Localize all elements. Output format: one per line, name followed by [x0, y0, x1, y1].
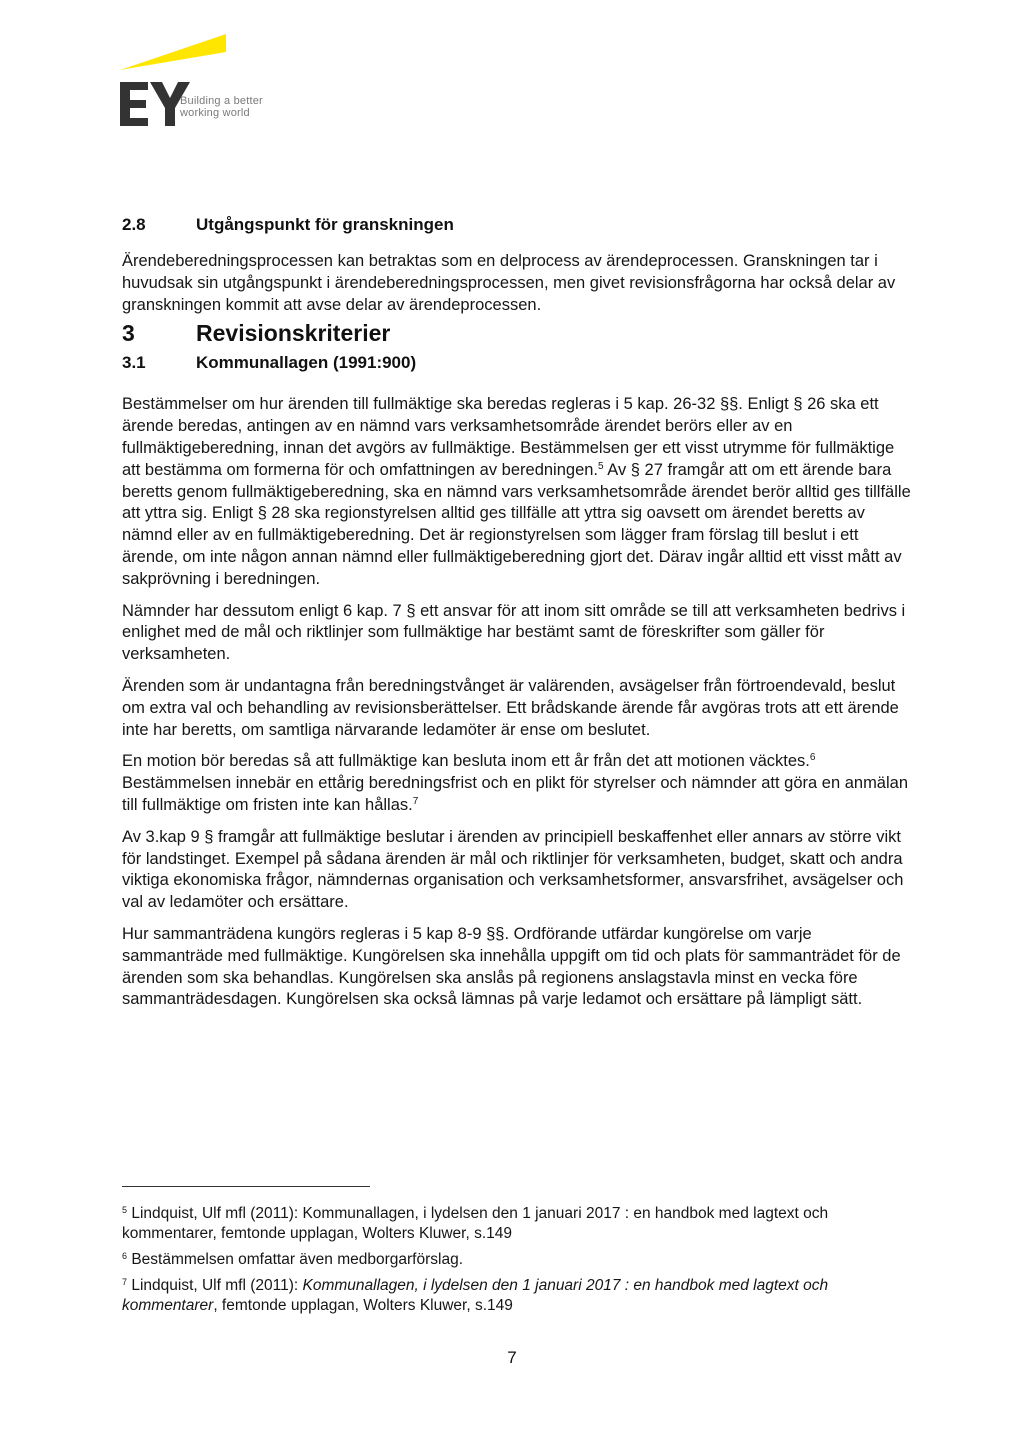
footnotes	[122, 1204, 902, 1322]
paragraph: En motion bör beredas så att fullmäktige kan besluta inom ett år från det att motionen väcktes.$^6$ Bestämmelsen innebär en ettårig beredningsfrist och en plikt för styrelser och nämnder att göra en anmälan till fullmäktige om fristen inte kan hållas.$^7$	[122, 752, 909, 814]
section-number: 2.8	[122, 215, 146, 234]
footnote-mark: 6	[122, 1251, 128, 1261]
section-heading-3-1	[122, 350, 912, 376]
footnote-mark: 5	[122, 1205, 128, 1215]
footnote: $^7$ Lindquist, Ulf mfl (2011): Kommunallagen, i lydelsen den 1 januari 2017 : en handbok med lagtext och kommentarer, femtonde upplagan, Wolters Kluwer, s.149	[122, 1277, 829, 1314]
footnote-ref: 6	[809, 752, 816, 764]
page-number: 7	[507, 1348, 517, 1367]
section-heading-2-8	[122, 212, 912, 238]
paragraph: Nämnder har dessutom enligt 6 kap. 7 § ett ansvar för att inom sitt område se till att verksamheten bedrivs i enlighet med de mål och riktlinjer som fullmäktige har bestämt samt de föreskrifter som gäller för verksamheten.	[122, 601, 906, 664]
document-body	[122, 212, 912, 1011]
paragraph: Av 3.kap 9 § framgår att fullmäktige beslutar i ärenden av principiell beskaffenhet eller annars av större vikt för landstinget. Exempel på sådana ärenden är mål och riktlinjer för verksamheten, budget, skatt och andra viktiga ekonomiska frågor, nämndernas organisation och verksamhetsformer, ansvarsfrihet, avsägelser och val av ledamöter och ersättare.	[122, 827, 904, 912]
paragraph: Ärendeberedningsprocessen kan betraktas som en delprocess av ärendeprocessen. Granskningen tar i huvudsak sin utgångspunkt i ärendeberedningsprocessen, men givet revisionsfrågorna har också delar av granskningen kommit att avse delar av ärendeprocessen.	[122, 252, 896, 314]
ey-logo-tagline: Building a better working world	[180, 95, 263, 119]
chapter-heading-3	[122, 316, 912, 350]
chapter-number: 3	[122, 320, 135, 347]
footnote: $^6$ Bestämmelsen omfattar även medborgarförslag.	[122, 1251, 464, 1268]
footnote-mark: 7	[122, 1277, 128, 1287]
footnote-ref: 7	[412, 795, 419, 807]
chapter-title: Revisionskriterier	[196, 320, 391, 347]
section-title: Kommunallagen (1991:900)	[196, 353, 417, 373]
ey-logo-beam	[120, 34, 226, 70]
section-number: 3.1	[122, 353, 146, 373]
section-title: Utgångspunkt för granskningen	[196, 215, 454, 234]
paragraph: Bestämmelser om hur ärenden till fullmäktige ska beredas regleras i 5 kap. 26-32 §§. Enligt § 26 ska ett ärende beredas, antingen av en nämnd vars verksamhetsområde ärendet berörs eller av en fullmäktigeberedning, innan det avgörs av fullmäktige. Bestämmelsen ger ett visst utrymme för fullmäktige att bestämma om formerna för och omfattningen av beredningen.$^5$ Av § 27 framgår att om ett ärende bara beretts genom fullmäktigeberedning, ska en nämnd vars verksamhetsområde ärendet berör alltid ges tillfälle att yttra sig. Enligt § 28 ska regionstyrelsen alltid ges tillfälle att yttra sig oavsett om ärendet beretts av nämnd eller av en fullmäktigeberedning. Det är regionstyrelsen som lägger fram förslag till beslut i ett ärende, om inte någon annan nämnd eller fullmäktigeberedning gjort det. Därav ingår alltid ett visst mått av sakprövning i beredningen.	[122, 395, 911, 588]
footnote-ref: 5	[598, 460, 604, 472]
footnote-divider	[122, 1186, 370, 1187]
paragraph: Hur sammanträdena kungörs regleras i 5 kap 8-9 §§. Ordförande utfärdar kungörelse om varje sammanträde med fullmäktige. Kungörelsen ska innehålla uppgift om tid och plats för sammanträdet för de ärenden som ska behandlas. Kungörelsen ska anslås på regionens anslagstavla minst en vecka före sammanträdesdagen. Kungörelsen ska också lämnas på varje ledamot och ersättare på lämpligt sätt.	[122, 924, 901, 1009]
paragraph: Ärenden som är undantagna från beredningstvånget är valärenden, avsägelser från förtroendevald, beslut om extra val och behandling av revisionsberättelser. Ett brådskande ärende får avgöras trots att ett ärende inte har beretts, om samtliga närvarande ledamöter är ense om beslutet.	[122, 676, 899, 739]
footnote: $^5$ Lindquist, Ulf mfl (2011): Kommunallagen, i lydelsen den 1 januari 2017 : en handbok med lagtext och kommentarer, femtonde upplagan, Wolters Kluwer, s.149	[122, 1205, 829, 1242]
